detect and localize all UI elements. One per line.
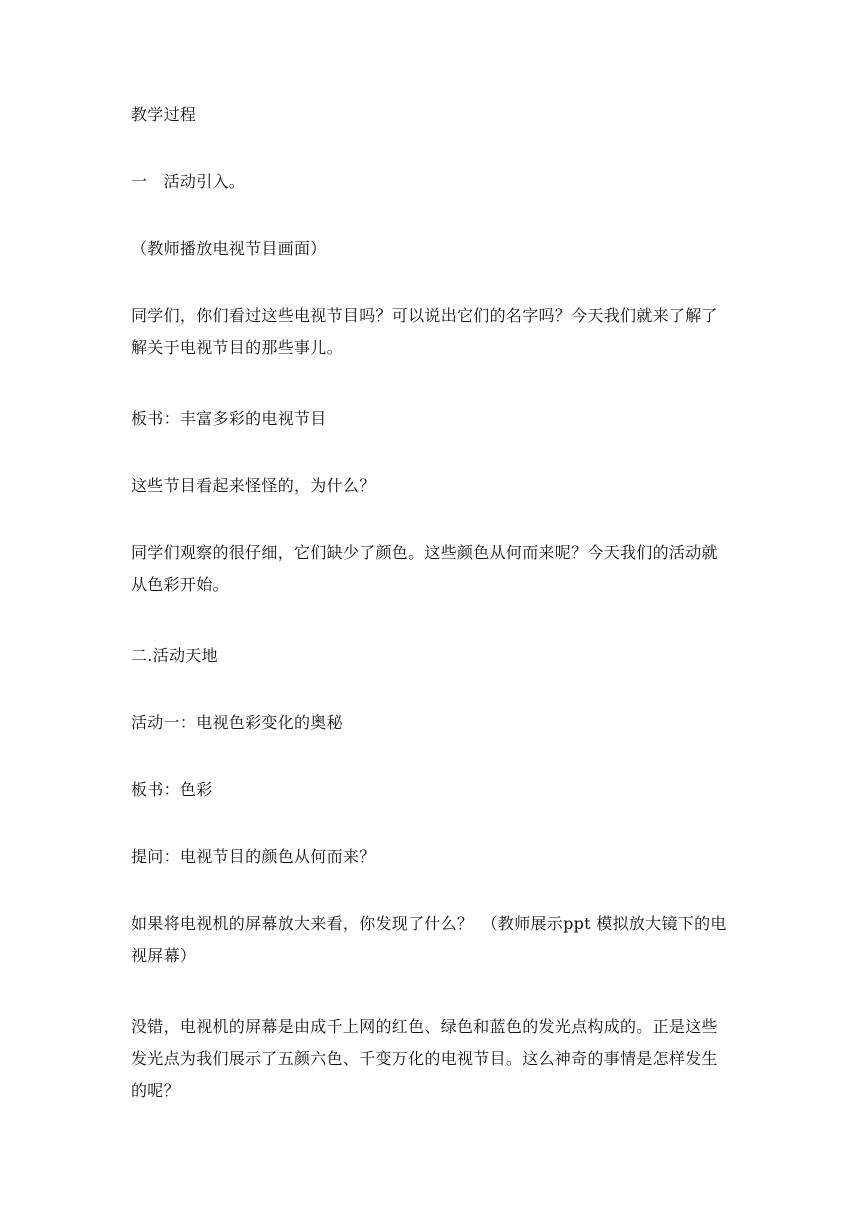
paragraph-why-question: 这些节目看起来怪怪的，为什么？ <box>131 476 376 495</box>
paragraph-activity-one: 活动一：电视色彩变化的奥秘 <box>131 713 343 732</box>
section-activity-intro: 一 活动引入。 <box>131 172 246 191</box>
paragraph-rgb-explain: 没错，电视机的屏幕是由成千上网的红色、绿色和蓝色的发光点构成的。正是这些发光点为我们展示了五颜六色、千变万化的电视节目。这么神奇的事情是怎样发生的呢？ <box>131 1017 718 1100</box>
paragraph-board-color: 板书：色彩 <box>131 780 213 799</box>
section-activity-world: 二.活动天地 <box>131 646 218 665</box>
heading-teaching-process: 教学过程 <box>131 105 197 124</box>
paragraph-board-title: 板书：丰富多彩的电视节目 <box>131 409 327 428</box>
paragraph-intro-question: 同学们，你们看过这些电视节目吗？可以说出它们的名字吗？今天我们就来了解了解关于电视节目的那些事儿。 <box>131 306 718 357</box>
paragraph-teacher-note: （教师播放电视节目画面） <box>131 239 327 258</box>
paragraph-color-origin: 同学们观察的很仔细，它们缺少了颜色。这些颜色从何而来呢？今天我们的活动就从色彩开始。 <box>131 543 718 594</box>
paragraph-magnify: 如果将电视机的屏幕放大来看，你发现了什么？ （教师展示ppt 模拟放大镜下的电视屏幕） <box>131 914 727 965</box>
paragraph-question: 提问：电视节目的颜色从何而来？ <box>131 847 376 866</box>
